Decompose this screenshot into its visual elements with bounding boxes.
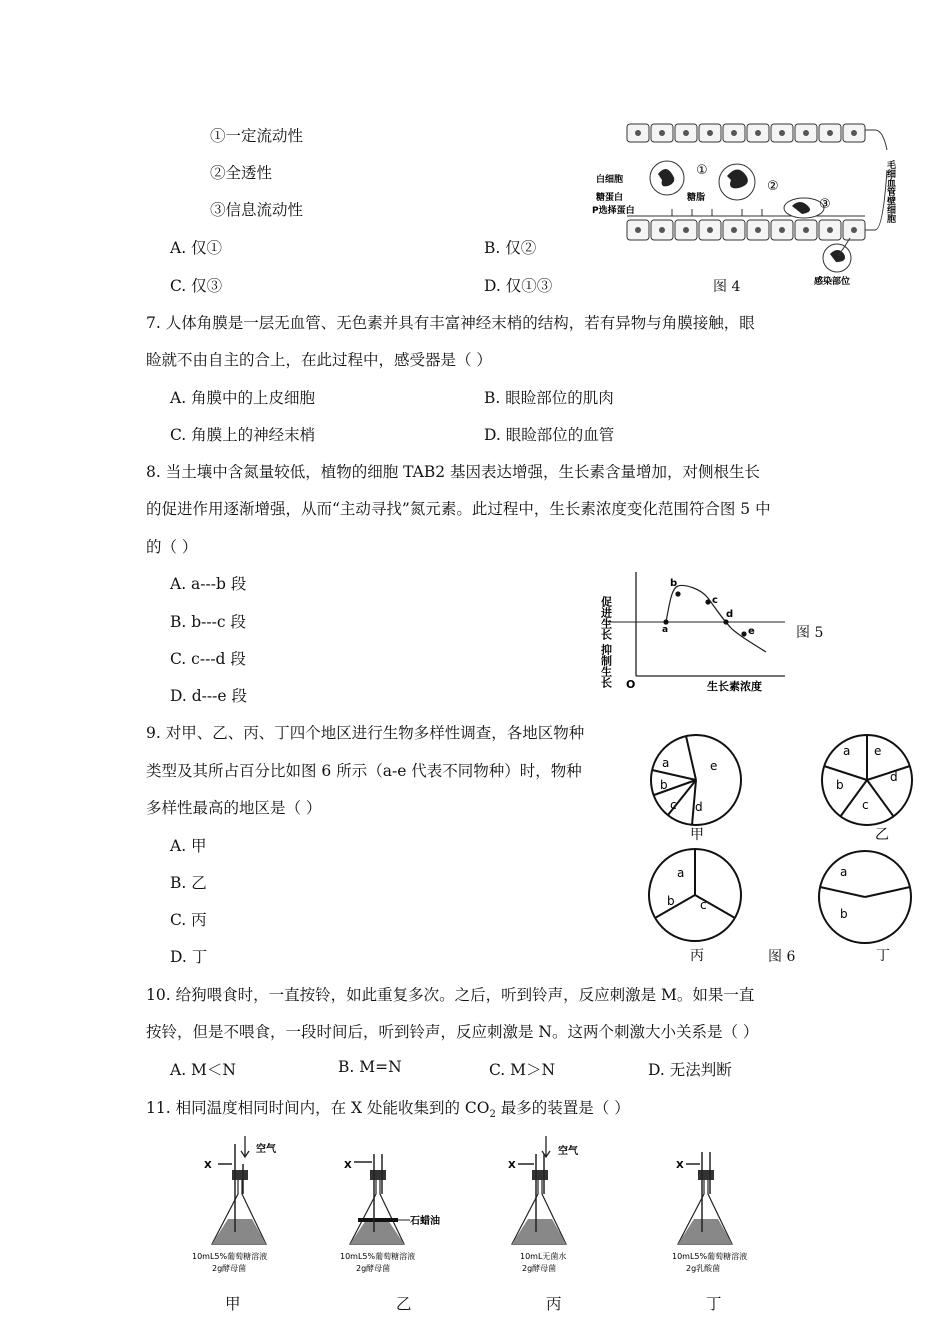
flask-ding-solution: 10mL5%葡萄糖溶液 [672,1252,748,1261]
pie-jia-slice-c: c [670,798,677,812]
flask-ding-microbe: 2g乳酸菌 [686,1264,721,1273]
q6-option-b: B. 仅② [484,239,537,257]
flask-bing-microbe: 2g酵母菌 [522,1264,557,1273]
chart-origin: O [626,678,636,691]
q6-statement-1: ①一定流动性 [210,127,304,145]
chart-xlabel: 生长素浓度 [707,680,762,693]
device-name-yi: 乙 [396,1295,412,1313]
figure-5-caption: 图 5 [796,625,824,641]
q9-option-d: D. 丁 [170,948,208,966]
flask-jia [190,1134,300,1284]
q9-stem-line-2: 类型及其所占百分比如图 6 所示（a-e 代表不同物种）时，物种 [146,762,582,780]
q9-stem-line-1: 9. 对甲、乙、丙、丁四个地区进行生物多样性调查，各地区物种 [146,724,585,742]
flask-jia-air: 空气 [256,1144,276,1155]
fig4-step-3: ③ [819,197,831,212]
q8-stem-line-3: 的（ ） [146,538,198,556]
pie-yi-slice-e: e [874,744,882,758]
q6-option-d: D. 仅①③ [484,277,553,295]
flask-bing [500,1134,610,1284]
pie-jia-slice-b: b [660,778,668,792]
q7-option-d: D. 眼睑部位的血管 [484,426,615,444]
curve-point-d: d [726,609,734,620]
flask-bing-x: X [508,1160,516,1171]
pie-ding-slice-b: b [840,907,848,921]
q8-stem-line-2: 的促进作用逐渐增强，从而“主动寻找”氮元素。此过程中，生长素浓度变化范围符合图 5 中 [146,500,771,518]
fig4-label-p-selectin: P选择蛋白 [592,206,635,216]
q11-stem-sub: 2 [489,1109,496,1121]
flask-yi [336,1134,466,1284]
pie-jia-slice-d: d [695,800,703,814]
fig4-step-1: ① [696,163,708,178]
flask-yi-solution: 10mL5%葡萄糖溶液 [340,1252,416,1261]
figure-4-caption: 图 4 [713,279,741,295]
q7-stem-line-2: 睑就不由自主的合上，在此过程中，感受器是（ ） [146,351,492,369]
q9-option-c: C. 丙 [170,911,207,929]
fig4-label-glycolipid: 糖脂 [687,193,706,203]
flask-ding-x: X [676,1160,684,1171]
q11-stem-pre: 11. 相同温度相同时间内，在 X 处能收集到的 CO [146,1099,490,1117]
pie-ding-slice-a: a [840,865,848,879]
q10-option-d: D. 无法判断 [648,1061,732,1079]
flask-yi-microbe: 2g酵母菌 [356,1264,391,1273]
q8-option-c: C. c---d 段 [170,650,246,668]
fig4-label-infection-site: 感染部位 [814,277,851,287]
q8-option-d: D. d---e 段 [170,687,247,705]
pie-bing-slice-a: a [677,866,685,880]
fig4-step-2: ② [767,179,779,194]
q10-option-b: B. M=N [338,1058,402,1076]
q10-stem-line-1: 10. 给狗喂食时，一直按铃，如此重复多次。之后，听到铃声，反应刺激是 M。如果一直 [146,986,755,1004]
q8-option-b: B. b---c 段 [170,613,246,631]
figure-6-pie-charts [640,725,930,970]
q11-stem [146,1096,630,1120]
chart-ylabel-inhibit: 抑制生长 [600,644,613,688]
flask-ding [666,1134,776,1284]
pie-bing-slice-c: c [700,898,707,912]
pie-name-jia: 甲 [690,827,704,843]
figure-4-leukocyte-diagram [592,118,902,290]
q7-option-c: C. 角膜上的神经末梢 [170,426,316,444]
figure-6-caption: 图 6 [768,949,796,965]
q9-stem-line-3: 多样性最高的地区是（ ） [146,799,322,817]
fig4-label-glycoprotein: 糖蛋白 [596,193,624,203]
q6-statement-3: ③信息流动性 [210,201,304,219]
figure-5-auxin-curve [600,572,790,694]
curve-point-e: e [748,626,755,637]
q8-stem-line-1: 8. 当土壤中含氮量较低，植物的细胞 TAB2 基因表达增强，生长素含量增加，对侧根生长 [146,463,761,481]
device-name-ding: 丁 [706,1295,722,1313]
pie-jia-slice-a: a [662,756,670,770]
q10-option-c: C. M＞N [489,1061,556,1079]
q7-stem-line-1: 7. 人体角膜是一层无血管、无色素并具有丰富神经末梢的结构，若有异物与角膜接触，眼 [146,314,755,332]
flask-yi-x: X [344,1160,352,1171]
flask-bing-solution: 10mL无菌水 [520,1252,567,1261]
curve-point-c: c [712,595,718,606]
pie-yi-slice-d: d [890,770,898,784]
q10-stem-line-2: 按铃，但是不喂食，一段时间后，听到铃声，反应刺激是 N。这两个刺激大小关系是（ ） [146,1023,759,1041]
pie-jia-slice-e: e [710,759,718,773]
q6-statement-2: ②全透性 [210,164,273,182]
flask-yi-oil: 石蜡油 [410,1216,440,1227]
pie-yi-slice-b: b [836,778,844,792]
q7-option-a: A. 角膜中的上皮细胞 [170,389,316,407]
device-name-jia: 甲 [225,1295,241,1313]
pie-bing-slice-b: b [667,894,675,908]
pie-name-yi: 乙 [875,827,889,843]
fig4-label-wbc: 白细胞 [596,175,624,185]
flask-bing-air: 空气 [558,1146,578,1157]
q10-option-a: A. M＜N [170,1061,236,1079]
pie-yi-slice-a: a [843,744,851,758]
pie-name-bing: 丙 [690,948,704,964]
flask-jia-solution: 10mL5%葡萄糖溶液 [192,1252,268,1261]
flask-jia-x: X [204,1160,212,1171]
q9-option-b: B. 乙 [170,874,207,892]
q11-stem-post: 最多的装置是（ ） [495,1099,630,1117]
q7-option-b: B. 眼睑部位的肌肉 [484,389,614,407]
q6-option-c: C. 仅③ [170,277,223,295]
chart-ylabel-promote: 促进生长 [600,596,613,640]
curve-point-b: b [670,578,678,589]
fig4-label-capillary: 毛细血管壁细胞 [885,160,895,223]
curve-point-a: a [662,625,669,635]
flask-jia-microbe: 2g酵母菌 [212,1264,247,1273]
pie-yi-slice-c: c [862,798,869,812]
q8-option-a: A. a---b 段 [170,575,247,593]
pie-name-ding: 丁 [876,948,890,964]
q9-option-a: A. 甲 [170,837,207,855]
q6-option-a: A. 仅① [170,239,223,257]
device-name-bing: 丙 [546,1295,562,1313]
